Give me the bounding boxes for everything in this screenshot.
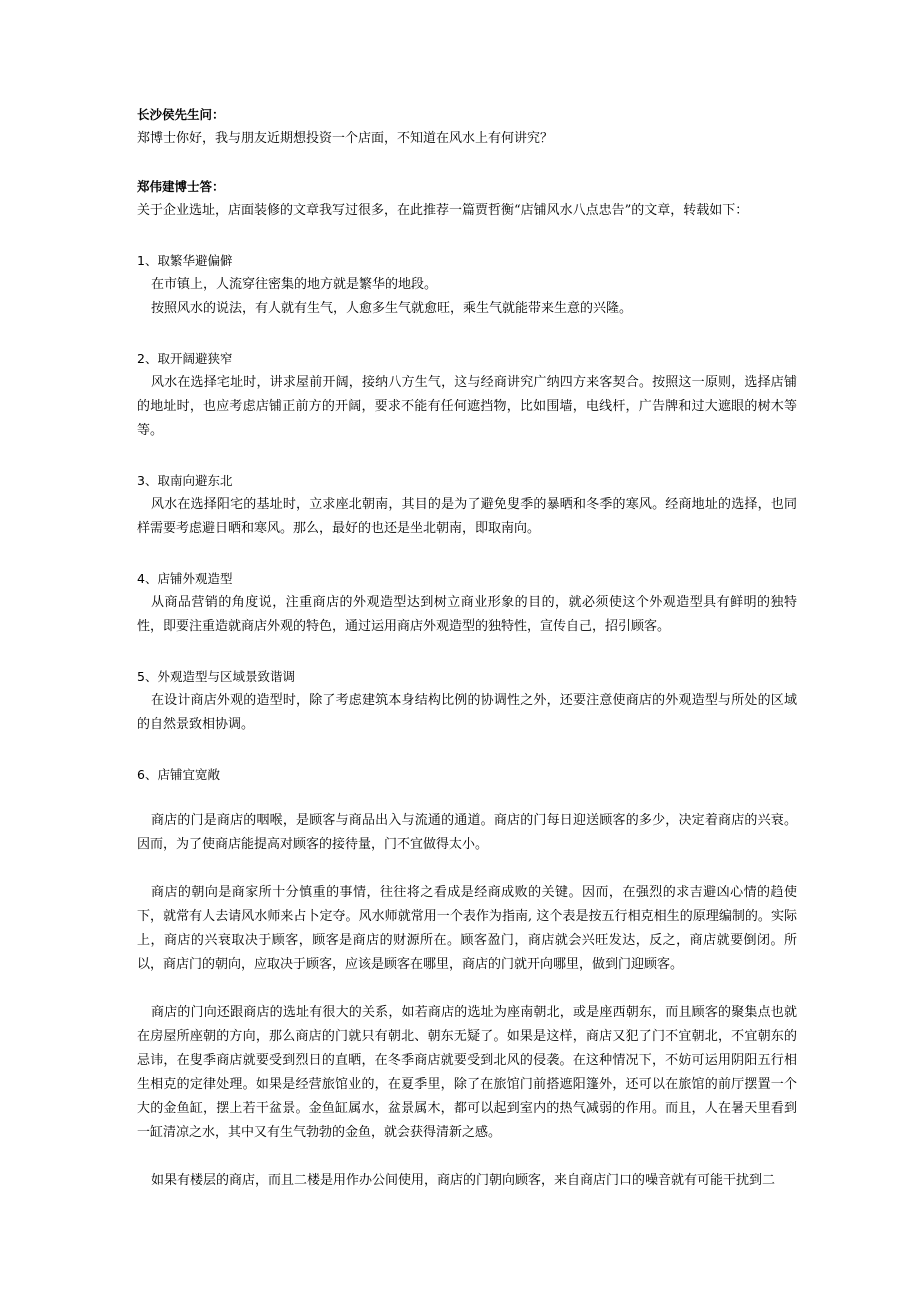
section-4-paragraph: 从商品营销的角度说，注重商店的外观造型达到树立商业形象的目的，就必须使这个外观造型具有鲜明的独特性，即要注重造就商店外观的特色，通过运用商店外观造型的独特性，宣传自己，招引顾客。 <box>137 595 797 634</box>
section-heading-1: 1、取繁华避偏僻 <box>137 253 233 268</box>
section-1-line-1: 在市镇上，人流穿往密集的地方就是繁华的地段。 <box>151 277 438 292</box>
section-heading-2: 2、取开阔避狭窄 <box>137 351 233 366</box>
section-1-line-2: 按照风水的说法，有人就有生气，人愈多生气就愈旺，乘生气就能带来生意的兴隆。 <box>151 301 633 316</box>
spacer <box>137 857 797 881</box>
answer-label: 郑伟建博士答： <box>137 179 225 194</box>
section-6-paragraph-3: 商店的门向还跟商店的选址有很大的关系，如若商店的选址为座南朝北，或是座西朝东，而且顾客的聚集点也就在房屋所座朝的方向，那么商店的门就只有朝北、朝东无疑了。如果是这样，商店又犯了门不宜朝北，不宜朝东的忌讳，在叟季商店就要受到烈日的直晒，在冬季商店就要受到北风的侵袭。在这种情况下，不妨可运用阴阳五行相生相克的定律处理。如果是经营旅馆业的，在夏季里，除了在旅馆门前搭遮阳篷外，还可以在旅馆的前厅摆置一个大的金鱼缸，摆上若干盆景。金鱼缸属水，盆景属木，都可以起到室内的热气减弱的作用。而且，人在暑天里看到一缸清凉之水，其中又有生气勃勃的金鱼，就会获得清新之感。 <box>137 1005 797 1140</box>
section-3-paragraph: 风水在选择阳宅的基址时，立求座北朝南，其目的是为了避免叟季的暴晒和冬季的寒风。经商地址的选择，也同样需要考虑避日晒和寒风。那么，最好的也还是坐北朝南，即取南向。 <box>137 497 797 536</box>
section-5-paragraph: 在设计商店外观的造型时，除了考虑建筑本身结构比例的协调性之外，还要注意使商店的外观造型与所处的区域的自然景致相协调。 <box>137 693 797 732</box>
spacer <box>137 787 797 809</box>
document-page <box>137 103 797 1193</box>
spacer <box>137 1145 797 1169</box>
spacer <box>137 151 797 175</box>
question-text: 郑博士你好，我与朋友近期想投资一个店面，不知道在风水上有何讲究？ <box>137 131 554 146</box>
section-heading-5: 5、外观造型与区域景致谐调 <box>137 669 295 684</box>
section-heading-6: 6、店铺宜宽敞 <box>137 767 220 782</box>
spacer <box>137 977 797 1001</box>
section-heading-4: 4、店铺外观造型 <box>137 571 233 586</box>
section-6-paragraph-1: 商店的门是商店的咽喉，是顾客与商品出入与流通的通道。商店的门每日迎送顾客的多少，决定着商店的兴衰。因而，为了使商店能提高对顾客的接待量，门不宜做得太小。 <box>137 813 797 852</box>
spacer <box>137 443 797 469</box>
question-label: 长沙侯先生问： <box>137 107 225 122</box>
answer-intro: 关于企业选址，店面装修的文章我写过很多，在此推荐一篇贾哲衡“店铺风水八点忠告”的文章，转载如下： <box>137 203 749 218</box>
spacer <box>137 223 797 249</box>
spacer <box>137 321 797 347</box>
spacer <box>137 639 797 665</box>
section-2-paragraph: 风水在选择宅址时，讲求屋前开阔，接纳八方生气，这与经商讲究广纳四方来客契合。按照这一原则，选择店铺的地址时，也应考虑店铺正前方的开阔，要求不能有任何遮挡物，比如围墙，电线杆，广告牌和过大遮眼的树木等等。 <box>137 375 797 438</box>
spacer <box>137 737 797 763</box>
section-6-paragraph-4: 如果有楼层的商店，而且二楼是用作办公间使用，商店的门朝向顾客，来自商店门口的噪音就有可能干扰到二 <box>151 1173 776 1188</box>
section-heading-3: 3、取南向避东北 <box>137 473 233 488</box>
spacer <box>137 541 797 567</box>
section-6-paragraph-2: 商店的朝向是商家所十分慎重的事情，往往将之看成是经商成败的关键。因而，在强烈的求吉避凶心情的趋使下，就常有人去请风水师来占卜定夺。风水师就常用一个表作为指南, 这个表是按五行相克相生的原理编制的。实际上，商店的兴衰取决于顾客，顾客是商店的财源所在。顾客盈门，商店就会兴旺发达，反之，商店就要倒闭。所以，商店门的朝向，应取决于顾客，应该是顾客在哪里，商店的门就开向哪里，做到门迎顾客。 <box>137 885 797 972</box>
